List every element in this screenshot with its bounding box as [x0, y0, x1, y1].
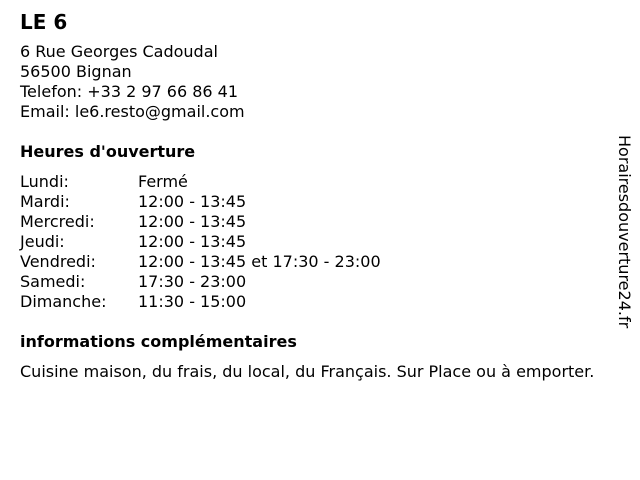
restaurant-name: LE 6 — [20, 10, 68, 34]
hours-row-wednesday — [20, 212, 626, 232]
contact-block — [20, 42, 626, 122]
day-label: Samedi: — [20, 272, 86, 291]
time-value: Fermé — [138, 172, 188, 191]
day-label: Lundi: — [20, 172, 69, 191]
hours-row-monday — [20, 172, 626, 192]
email-line: Email: le6.resto@gmail.com — [20, 102, 245, 121]
hours-row-tuesday — [20, 192, 626, 212]
hours-row-thursday — [20, 232, 626, 252]
address-city: 56500 Bignan — [20, 62, 132, 81]
time-value: 12:00 - 13:45 — [138, 192, 247, 211]
phone-line: Telefon: +33 2 97 66 86 41 — [20, 82, 239, 101]
extra-info-text: Cuisine maison, du frais, du local, du Français. Sur Place ou à emporter. — [20, 362, 595, 381]
time-value: 12:00 - 13:45 — [138, 212, 247, 231]
hours-heading: Heures d'ouverture — [20, 142, 196, 161]
day-label: Jeudi: — [20, 232, 65, 251]
site-watermark: Horairesdouverture24.fr — [615, 135, 634, 329]
day-label: Dimanche: — [20, 292, 107, 311]
day-label: Mercredi: — [20, 212, 95, 231]
time-value: 12:00 - 13:45 — [138, 232, 247, 251]
opening-hours-table — [20, 172, 626, 312]
day-label: Vendredi: — [20, 252, 96, 271]
restaurant-card — [20, 10, 626, 382]
hours-row-saturday — [20, 272, 626, 292]
time-value: 12:00 - 13:45 et 17:30 - 23:00 — [138, 252, 381, 271]
time-value: 11:30 - 15:00 — [138, 292, 247, 311]
time-value: 17:30 - 23:00 — [138, 272, 247, 291]
hours-row-sunday — [20, 292, 626, 312]
day-label: Mardi: — [20, 192, 70, 211]
address-street: 6 Rue Georges Cadoudal — [20, 42, 218, 61]
hours-row-friday — [20, 252, 626, 272]
extra-info-heading: informations complémentaires — [20, 332, 297, 351]
